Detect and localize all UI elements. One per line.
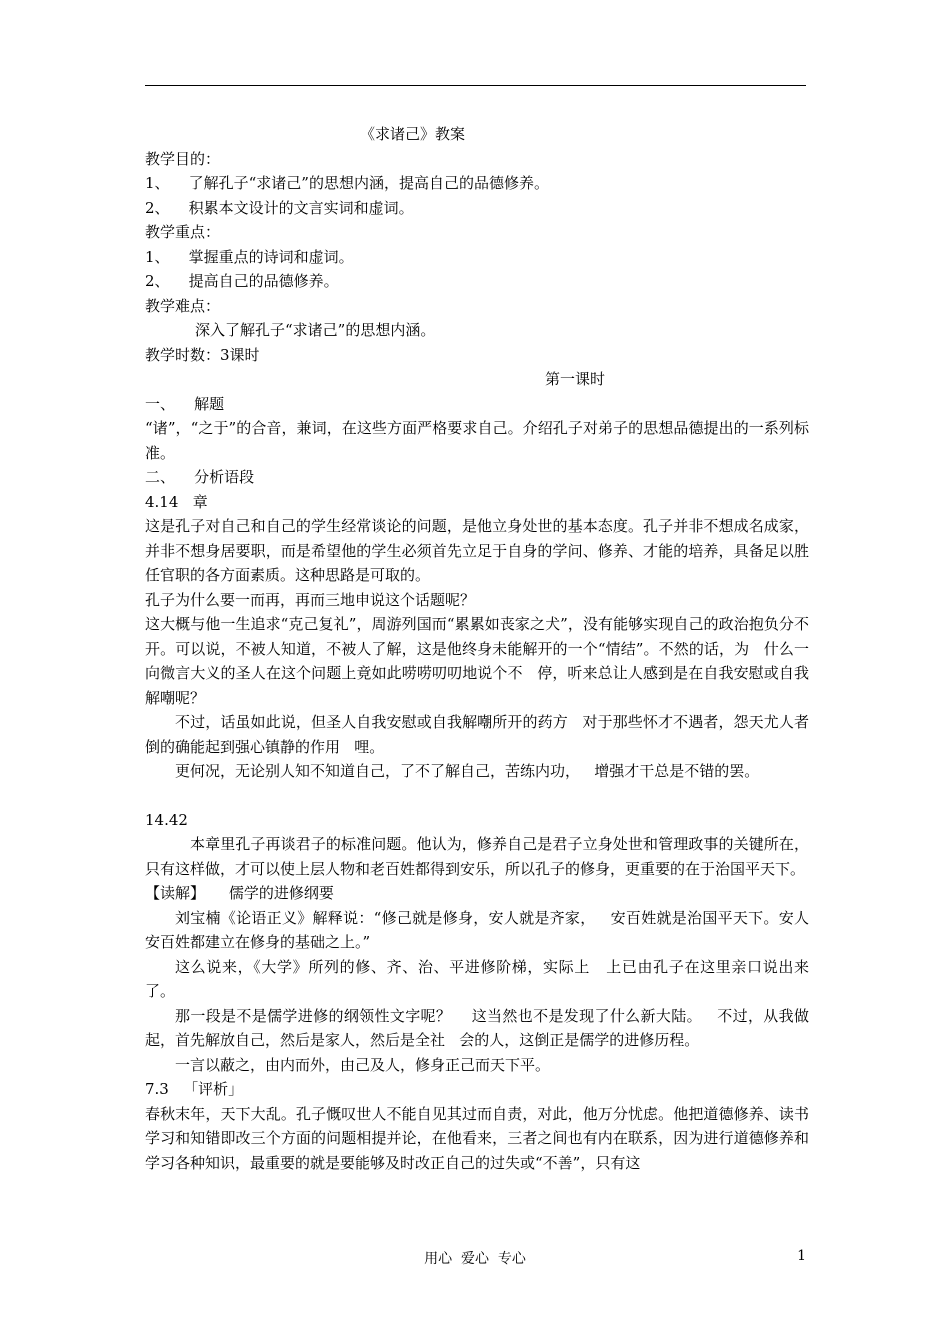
paragraph: “诸”，“之于”的合音，兼词，在这些方面严格要求自己。介绍孔子对弟子的思想品德提出的一系列标准。: [145, 419, 809, 462]
objective-item-2: 2、 积累本文设计的文言实词和虚词。: [145, 198, 414, 217]
paragraph: 这大概与他一生追求“克己复礼”，周游列国而“累累如丧家之犬”，没有能够实现自己的政治抱负分不开。可以说，不被人知道，不被人了解，这是他终身未能解开的一个“情结”。不然的话，为 什么一向微言大义的圣人在这个问题上竟如此唠唠叨叨地说个不 停，听来总让人感到是在自我安慰或自我解嘲呢？: [145, 615, 809, 707]
lesson-heading: 第一课时: [545, 370, 606, 388]
section-heading-key-points: 教学重点：: [145, 223, 221, 241]
paragraph: 刘宝楠《论语正义》解释说：“修己就是修身，安人就是齐家， 安百姓就是治国平天下。安人安百姓都建立在修身的基础之上。”: [145, 908, 809, 951]
paragraph: 不过，话虽如此说，但圣人自我安慰或自我解嘲所开的药方 对于那些怀才不遇者，怨天尤人者倒的确能起到强心镇静的作用 哩。: [145, 713, 809, 756]
paragraph: 这么说来，《大学》所列的修、齐、治、平进修阶梯，实际上 上已由孔子在这里亲口说出来了。: [145, 957, 809, 1000]
key-point-item-1: 1、 掌握重点的诗词和虚词。: [145, 247, 354, 266]
paragraph: 那一段是不是儒学进修的纲领性文字呢？ 这当然也不是发现了什么新大陆。 不过，从我做起，首先解放自己，然后是家人，然后是全社 会的人，这倒正是儒学的进修历程。: [145, 1006, 809, 1049]
lesson-hours: 教学时数：3课时: [145, 345, 260, 364]
paragraph: 这是孔子对自己和自己的学生经常谈论的问题，是他立身处世的基本态度。孔子并非不想成名成家，并非不想身居要职，而是希望他的学生必须首先立足于自身的学问、修养、才能的培养，具备足以胜任官职的各方面素质。这种思路是可取的。: [145, 517, 809, 584]
page-number: 1: [797, 1248, 806, 1264]
spacer: [145, 784, 809, 808]
chapter-label: 14.42: [145, 810, 188, 829]
document-body: [145, 122, 809, 1175]
paragraph: 更何况，无论别人知不知道自己，了不了解自己，苦练内功， 增强才干总是不错的罢。: [175, 762, 760, 780]
document-title: 《求诸己》教案: [360, 125, 466, 143]
paragraph: 本章里孔子再谈君子的标准问题。他认为，修养自己是君子立身处世和管理政事的关键所在，只有这样做，才可以使上层人物和老百姓都得到安乐，所以孔子的修身，更重要的在于治国平天下。: [145, 835, 809, 878]
paragraph: 一言以蔽之，由内而外，由己及人，修身正己而天下平。: [175, 1055, 551, 1074]
header-rule: [145, 85, 806, 86]
paragraph: 春秋末年，天下大乱。孔子慨叹世人不能自见其过而自责，对此，他万分忧虑。他把道德修养、读书学习和知错即改三个方面的问题相提并论，在他看来，三者之间也有内在联系，因为进行道德修养和学习各种知识，最重要的就是要能够及时改正自己的过失或“不善”，只有这: [145, 1104, 809, 1172]
chapter-label: 4.14 章: [145, 492, 208, 511]
part-heading-2: 二、 分析语段: [145, 468, 255, 486]
key-point-item-2: 2、 提高自己的品德修养。: [145, 272, 339, 290]
reading-heading: 【读解】 儒学的进修纲要: [145, 884, 334, 902]
section-heading-objectives: 教学目的：: [145, 149, 221, 168]
paragraph: 孔子为什么要一而再，再而三地申说这个话题呢？: [145, 590, 476, 609]
objective-item-1: 1、 了解孔子“求诸己”的思想内涵，提高自己的品德修养。: [145, 174, 549, 192]
part-heading-1: 一、 解题: [145, 394, 225, 413]
footer-motto: 用心 爱心 专心: [424, 1251, 526, 1267]
chapter-label: 7.3 「评析」: [145, 1080, 244, 1098]
section-heading-difficulties: 教学难点：: [145, 296, 221, 315]
difficulty-item: 深入了解孔子“求诸己”的思想内涵。: [195, 321, 436, 339]
